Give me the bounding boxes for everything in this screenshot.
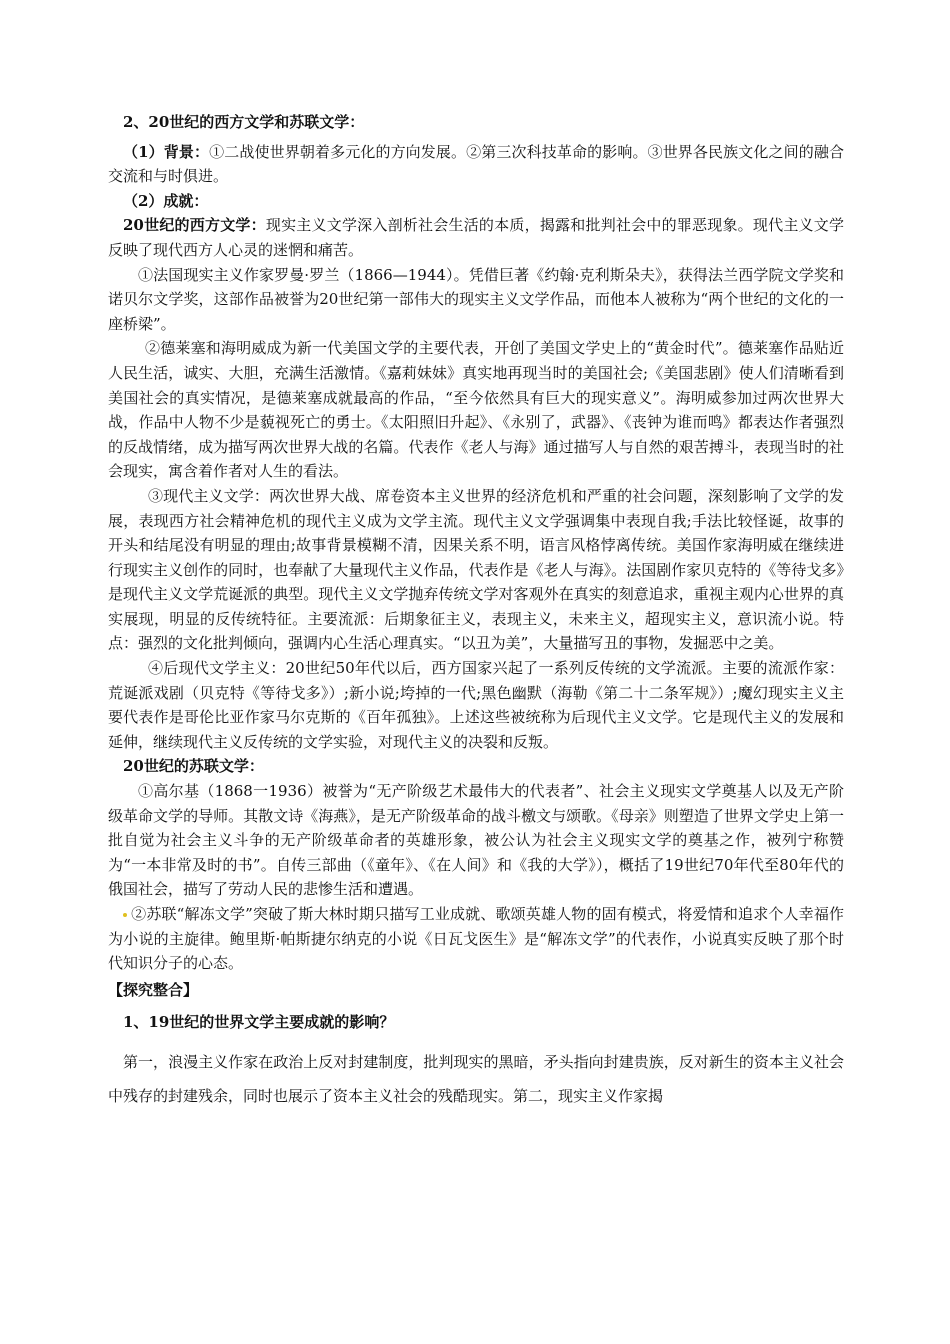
paragraph-dreiser-hemingway: ②德莱塞和海明威成为新一代美国文学的主要代表，开创了美国文学史上的“黄金时代”。德莱塞作品贴近人民生活，诚实、大胆，充满生活激情。《嘉莉妹妹》真实地再现当时的美国社会;《美国悲剧》使人们清晰看到美国社会的真实情况，是德莱塞成就最高的作品，“至今依然具有巨大的现实意义”。海明威参加过两次世界大战，作品中人物不少是藐视死亡的勇士。《太阳照旧升起》、《永别了，武器》、《丧钟为谁而鸣》都表达作者强烈的反战情绪，成为描写两次世界大战的名篇。代表作《老人与海》通过描写人与自然的艰苦搏斗，表现当时的社会现实，寓含着作者对人生的看法。 [108, 339, 844, 481]
background-paragraph [108, 140, 844, 189]
section-heading-2: 2、20世纪的西方文学和苏联文学： [123, 113, 365, 131]
question-1: 1、19世纪的世界文学主要成就的影响？ [123, 1013, 395, 1032]
highlight-dot-icon [123, 913, 127, 917]
paragraph-rolland: ①法国现实主义作家罗曼·罗兰（1866—1944）。凭借巨著《约翰·克利斯朵夫》，获得法兰西学院文学奖和诺贝尔文学奖，这部作品被誉为20世纪第一部伟大的现实主义文学作品，而他本人被称为“两个世纪的文化的一座桥梁”。 [108, 265, 844, 333]
answer-block [108, 1045, 844, 1113]
thaw-text: ②苏联“解冻文学”突破了斯大林时期只描写工业成就、歌颂英雄人物的固有模式，将爱情和追求个人幸福作为小说的主旋律。鲍里斯·帕斯捷尔纳克的小说《日瓦戈医生》是“解冻文学”的代表作，小说真实反映了那个时代知识分子的心态。 [108, 905, 844, 973]
achievement-label: （2）成就： [123, 191, 209, 210]
background-label: （1）背景： [123, 142, 210, 161]
western-intro-paragraph [108, 213, 844, 262]
paragraph-modernism: ③现代主义文学：两次世界大战、席卷资本主义世界的经济危机和严重的社会问题，深刻影响了文学的发展，表现西方社会精神危机的现代主义成为文学主流。现代主义文学强调集中表现自我;手法比较怪诞，故事的开头和结尾没有明显的理由;故事背景模糊不清，因果关系不明，语言风格悖离传统。美国作家海明威在继续进行现实主义创作的同时，也奉献了大量现代主义作品，代表作是《老人与海》。法国剧作家贝克特的《等待戈多》是现代主义文学荒诞派的典型。现代主义文学抛弃传统文学对客观外在真实的刻意追求，重视主观内心世界的真实展现，明显的反传统特征。主要流派：后期象征主义，表现主义，未来主义，超现实主义，意识流小说。特点：强烈的文化批判倾向，强调内心生活心理真实。“以丑为美”，大量描写丑的事物，发掘恶中之美。 [108, 486, 844, 653]
background-text: ①二战使世界朝着多元化的方向发展。②第三次科技革命的影响。③世界各民族文化之间的融合交流和与时俱进。 [108, 142, 844, 186]
explore-heading: 【探究整合】 [108, 980, 199, 999]
paragraph-gorky: ①高尔基（1868一1936）被誉为“无产阶级艺术最伟大的代表者”、社会主义现实文学奠基人以及无产阶级革命文学的导师。其散文诗《海燕》，是无产阶级革命的战斗檄文与颂歌。《母亲》则塑造了世界文学史上第一批自觉为社会主义斗争的无产阶级革命者的英雄形象，被公认为社会主义现实文学的奠基之作，被列宁称赞为“一本非常及时的书”。自传三部曲（《童年》、《在人间》和《我的大学》），概括了19世纪70年代至80年代的俄国社会，描写了劳动人民的悲惨生活和遭遇。 [108, 782, 844, 899]
western-label: 20世纪的西方文学： [123, 216, 266, 235]
document-page [108, 110, 844, 1113]
paragraph-postmodernism: ④后现代文学主义：20世纪50年代以后，西方国家兴起了一系列反传统的文学流派。主要的流派作家：荒诞派戏剧（贝克特《等待戈多》）;新小说;垮掉的一代;黑色幽默（海勒《第二十二条军规》）;魔幻现实主义主要代表作是哥伦比亚作家马尔克斯的《百年孤独》。上述这些被统称为后现代主义文学。它是现代主义的发展和延伸，继续现代主义反传统的文学实验，对现代主义的决裂和反叛。 [108, 659, 844, 751]
answer-1: 第一，浪漫主义作家在政治上反对封建制度，批判现实的黑暗，矛头指向封建贵族，反对新生的资本主义社会中残存的封建残余，同时也展示了资本主义社会的残酷现实。第二，现实主义作家揭 [108, 1052, 844, 1105]
western-intro-text: 现实主义文学深入剖析社会生活的本质，揭露和批判社会中的罪恶现象。现代主义文学反映了现代西方人心灵的迷惘和痛苦。 [108, 216, 844, 259]
soviet-label: 20世纪的苏联文学： [123, 757, 264, 776]
paragraph-thaw-literature [108, 902, 844, 976]
